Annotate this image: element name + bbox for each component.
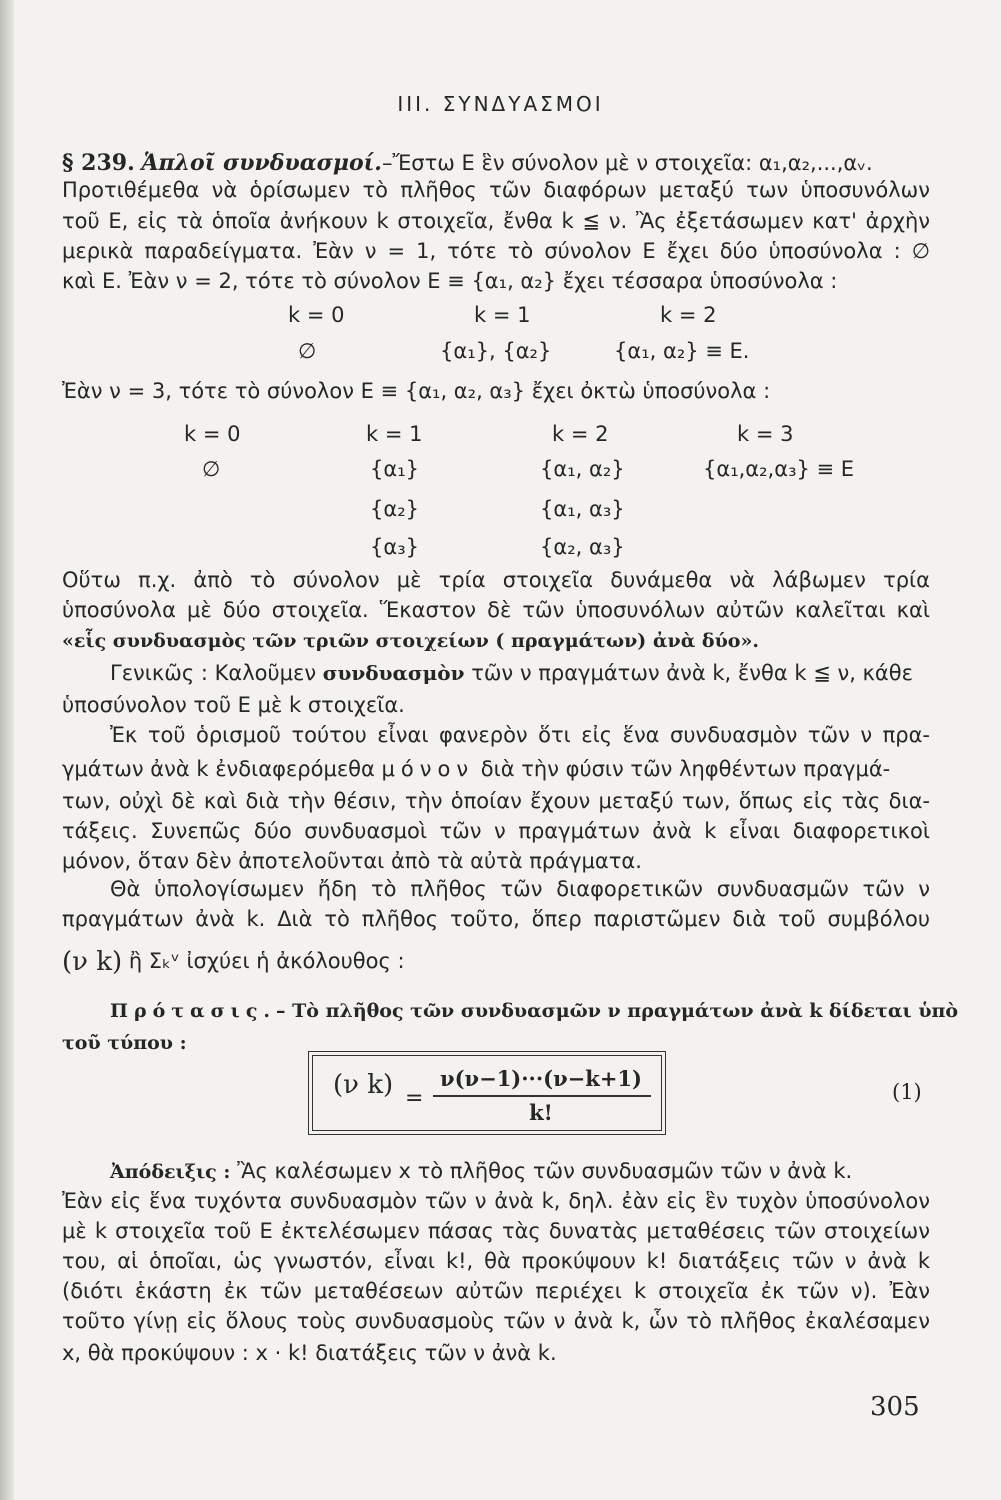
- fraction-bar: [433, 1095, 651, 1097]
- proof-line: [110, 1158, 930, 1185]
- table2-header: k = 0: [288, 303, 345, 327]
- proof-line: x, θὰ προκύψουν : x · k! διατάξεις τῶν ν ἀνὰ k.: [62, 1341, 557, 1365]
- binomial-symbol: (ν k): [62, 947, 123, 977]
- proof-label: Ἀπόδειξις :: [110, 1161, 231, 1183]
- para3-line: τάξεις. Συνεπῶς δύο συνδυασμοὶ τῶν ν πραγμάτων ἀνὰ k εἶναι διαφορετικοὶ: [62, 819, 930, 843]
- proof-line: τοῦτο γίνῃ εἰς ὅλους τοὺς συνδυασμοὺς τῶν ν ἀνὰ k, ὧν τὸ πλῆθος ἐκαλέσαμεν: [62, 1309, 930, 1333]
- formula-number: (1): [892, 1080, 922, 1104]
- para3-spaced-word: μόνον: [381, 757, 475, 781]
- table3-cell: {α₃}: [370, 535, 419, 559]
- table3-header: k = 3: [737, 422, 794, 446]
- table3-header: k = 2: [552, 422, 609, 446]
- table3-cell: {α₂, α₃}: [540, 535, 625, 559]
- table2-value: ∅: [298, 339, 317, 363]
- para2-text: τῶν ν πραγμάτων ἀνὰ k, ἔνθα k ≦ ν, κάθε: [471, 661, 913, 685]
- section-line: τοῦ Ε, εἰς τὰ ὁποῖα ἀνήκουν k στοιχεῖα, ἔνθα k ≦ ν. Ἂς ἐξετάσωμεν κατ' ἀρχὴν: [62, 209, 930, 233]
- table2-value: {α₁, α₂} ≡ Ε.: [614, 339, 750, 363]
- proof-line: Ἐὰν εἰς ἕνα τυχόντα συνδυασμὸν τῶν ν ἀνὰ k, δηλ. ἐὰν εἰς ἓν τυχὸν ὑποσύνολον: [62, 1189, 930, 1213]
- para3-text: διὰ τὴν φύσιν τῶν ληφθέντων πραγμά-: [480, 757, 891, 781]
- section-title: Ἁπλοῖ συνδυασμοί.: [141, 150, 382, 176]
- section-heading-line: [62, 150, 930, 176]
- para3-line: των, οὐχὶ δὲ καὶ διὰ τὴν θέσιν, τὴν ὁποίαν ἔχουν μεταξύ των, ὅπως εἰς τὰς δια-: [62, 789, 930, 813]
- formula-box: [312, 1055, 662, 1131]
- page-number: 305: [870, 1392, 920, 1422]
- para2-line: ὑποσύνολον τοῦ Ε μὲ k στοιχεῖα.: [62, 693, 405, 717]
- proposition-text: – Τὸ πλῆθος τῶν συνδυασμῶν ν πραγμάτων ἀνὰ k δίδεται ὑπὸ: [276, 1000, 959, 1022]
- para4-text: ἢ Σₖᵛ ἰσχύει ἡ ἀκόλουθος :: [128, 949, 405, 973]
- table3-header: k = 1: [366, 422, 423, 446]
- table3-cell: {α₁,α₂,α₃} ≡ Ε: [703, 457, 855, 481]
- table2-header: k = 2: [660, 303, 717, 327]
- section-number: § 239.: [62, 150, 135, 176]
- para4-line: Θὰ ὑπολογίσωμεν ἤδη τὸ πλῆθος τῶν διαφορετικῶν συνδυασμῶν τῶν ν: [110, 877, 930, 901]
- table3-header: k = 0: [184, 422, 241, 446]
- formula-equals: =: [405, 1086, 424, 1111]
- section-line: μερικὰ παραδείγματα. Ἐὰν ν = 1, τότε τὸ σύνολον Ε ἔχει δύο ὑποσύνολα : ∅: [62, 239, 930, 263]
- section-line1-rest: –Ἔστω Ε ἓν σύνολον μὲ ν στοιχεῖα: α₁,α₂,...,αᵥ.: [381, 151, 873, 175]
- table3-cell: {α₂}: [370, 497, 419, 521]
- table3-cell: {α₁, α₃}: [540, 497, 625, 521]
- page-binding-edge: [0, 0, 14, 1500]
- proof-line: του, αἱ ὁποῖαι, ὡς γνωστόν, εἶναι k!, θὰ προκύψουν k! διατάξεις τῶν ν ἀνὰ k: [62, 1249, 930, 1273]
- para3-line: μόνον, ὅταν δὲν ἀποτελοῦνται ἀπὸ τὰ αὐτὰ πράγματα.: [62, 849, 642, 873]
- para3-text: γμάτων ἀνὰ k ἐνδιαφερόμεθα: [62, 757, 375, 781]
- para4-line: πραγμάτων ἀνὰ k. Διὰ τὸ πλῆθος τοῦτο, ὅπερ παριστῶμεν διὰ τοῦ συμβόλου: [62, 907, 930, 931]
- table2-value: {α₁}, {α₂}: [440, 339, 552, 363]
- table3-cell: ∅: [202, 457, 221, 481]
- chapter-header: III. ΣΥΝΔΥΑΣΜΟΙ: [397, 92, 604, 116]
- proof-line: μὲ k στοιχεῖα τοῦ Ε ἐκτελέσωμεν πάσας τὰς δυνατὰς μεταθέσεις τῶν στοιχείων: [62, 1219, 930, 1243]
- para1-line: Οὕτω π.χ. ἀπὸ τὸ σύνολον μὲ τρία στοιχεῖα δυνάμεθα νὰ λάβωμεν τρία: [62, 568, 930, 592]
- proof-text: Ἂς καλέσωμεν x τὸ πλῆθος τῶν συνδυασμῶν τῶν ν ἀνὰ k.: [237, 1159, 853, 1183]
- section-line: καὶ Ε. Ἐὰν ν = 2, τότε τὸ σύνολον Ε ≡ {α₁, α₂} ἔχει τέσσαρα ὑποσύνολα :: [62, 269, 838, 293]
- table3-cell: {α₁, α₂}: [540, 457, 625, 481]
- para1-definition: «εἷς συνδυασμὸς τῶν τριῶν στοιχείων ( πραγμάτων) ἀνὰ δύο».: [62, 630, 759, 652]
- section-line: Προτιθέμεθα νὰ ὁρίσωμεν τὸ πλῆθος τῶν διαφόρων μεταξύ των ὑποσυνόλων: [62, 178, 930, 202]
- para1-line: ὑποσύνολα μὲ δύο στοιχεῖα. Ἕκαστον δὲ τῶν ὑποσυνόλων αὐτῶν καλεῖται καὶ: [62, 598, 930, 622]
- para2-text: Γενικῶς : Καλοῦμεν: [110, 661, 317, 685]
- para2-term: συνδυασμὸν: [322, 661, 465, 685]
- proposition-label: Πρότασις.: [110, 1000, 277, 1022]
- proposition-line: τοῦ τύπου :: [62, 1032, 187, 1054]
- proposition-line: [110, 998, 959, 1024]
- para3-line: Ἐκ τοῦ ὁρισμοῦ τούτου εἶναι φανερὸν ὅτι εἰς ἕνα συνδυασμὸν τῶν ν πρα-: [110, 723, 930, 747]
- formula-binomial: (ν k): [333, 1070, 394, 1100]
- formula-denominator: k!: [529, 1100, 553, 1125]
- para2-line: [110, 660, 930, 686]
- formula-numerator: ν(ν−1)···(ν−k+1): [440, 1066, 642, 1091]
- table2-header: k = 1: [474, 303, 531, 327]
- para4-line: [62, 948, 930, 975]
- table3-cell: {α₁}: [370, 457, 419, 481]
- para3-line: [62, 756, 930, 782]
- proof-line: (διότι ἑκάστη ἐκ τῶν μεταθέσεων αὐτῶν περιέχει k στοιχεῖα ἐκ τῶν ν). Ἐὰν: [62, 1279, 930, 1303]
- nu3-line: Ἐὰν ν = 3, τότε τὸ σύνολον Ε ≡ {α₁, α₂, α₃} ἔχει ὀκτὼ ὑποσύνολα :: [62, 379, 771, 403]
